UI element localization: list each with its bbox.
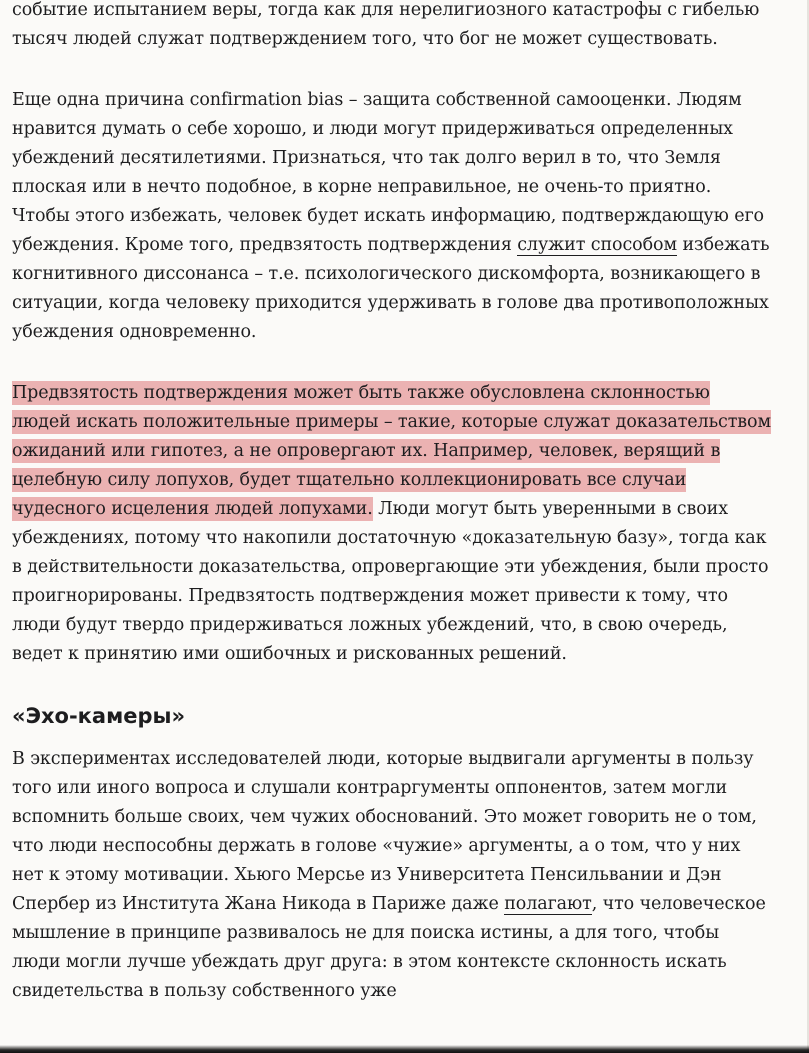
paragraph-text: , что человеческое мышление в принципе развивалось не для поиска истины, а для того, чтобы люди могли лучше убеждать друг друга: в этом контексте склонность искать свидетельства в пользу собственного уже <box>12 894 766 1001</box>
paragraph-text: Еще одна причина confirmation bias – защита собственной самооценки. Людям нравится думать о себе хорошо, и люди могут придерживаться определенных убеждений десятилетиями. Признаться, что так долго верил в то, что Земля плоская или в нечто подобное, в корне неправильное, не очень-то приятно. Чтобы этого избежать, человек будет искать информацию, подтверждающую его убеждения. Кроме того, предвзятость подтверждения <box>12 90 764 255</box>
paragraph-text: В экспериментах исследователей люди, которые выдвигали аргументы в пользу того или иного вопроса и слушали контраргументы оппонентов, затем могли вспомнить больше своих, чем чужих обоснований. Это может говорить не о том, что люди неспособны держать в голове «чужие» аргументы, а о том, что у них нет к этому мотивации. Хьюго Мерсье из Университета Пенсильвании и Дэн Спербер из Института Жана Никода в Париже даже <box>12 749 757 914</box>
section-heading: «Эхо-камеры» <box>12 704 186 728</box>
article-body <box>12 0 772 1038</box>
inline-link-polagayut[interactable]: полагают <box>504 894 592 914</box>
inline-link-sluzhit-sposobom[interactable]: служит способом <box>517 235 677 255</box>
highlighted-text[interactable]: Предвзятость подтверждения может быть также обусловлена склонностью людей искать положительные примеры – такие, которые служат доказательством ожиданий или гипотез, а не опровергают их. Например, человек, верящий в целебную силу лопухов, будет тщательно коллекционировать все случаи чудесного исцеления людей лопухами. <box>12 383 771 519</box>
bottom-shadow <box>0 1045 809 1053</box>
article-paragraph-1 <box>12 0 772 54</box>
paragraph-text: событие испытанием веры, тогда как для нерелигиозного катастрофы с гибелью тысяч людей служат подтверждением того, что бог не может существовать. <box>12 0 760 49</box>
article-paragraph-3 <box>12 379 772 669</box>
article-paragraph-2 <box>12 86 772 347</box>
paragraph-text: избежать когнитивного диссонанса – т.е. психологического дискомфорта, возникающего в ситуации, когда человеку приходится удерживать в голове два противоположных убеждения одновременно. <box>12 235 770 342</box>
paragraph-text: Люди могут быть уверенными в своих убеждениях, потому что накопили достаточную «доказательную базу», тогда как в действительности доказательства, опровергающие эти убеждения, были просто проигнорированы. Предвзятость подтверждения может привести к тому, что люди будут твердо придерживаться ложных убеждений, что, в свою очередь, ведет к принятию ими ошибочных и рискованных решений. <box>12 499 769 664</box>
article-paragraph-4 <box>12 745 772 1006</box>
